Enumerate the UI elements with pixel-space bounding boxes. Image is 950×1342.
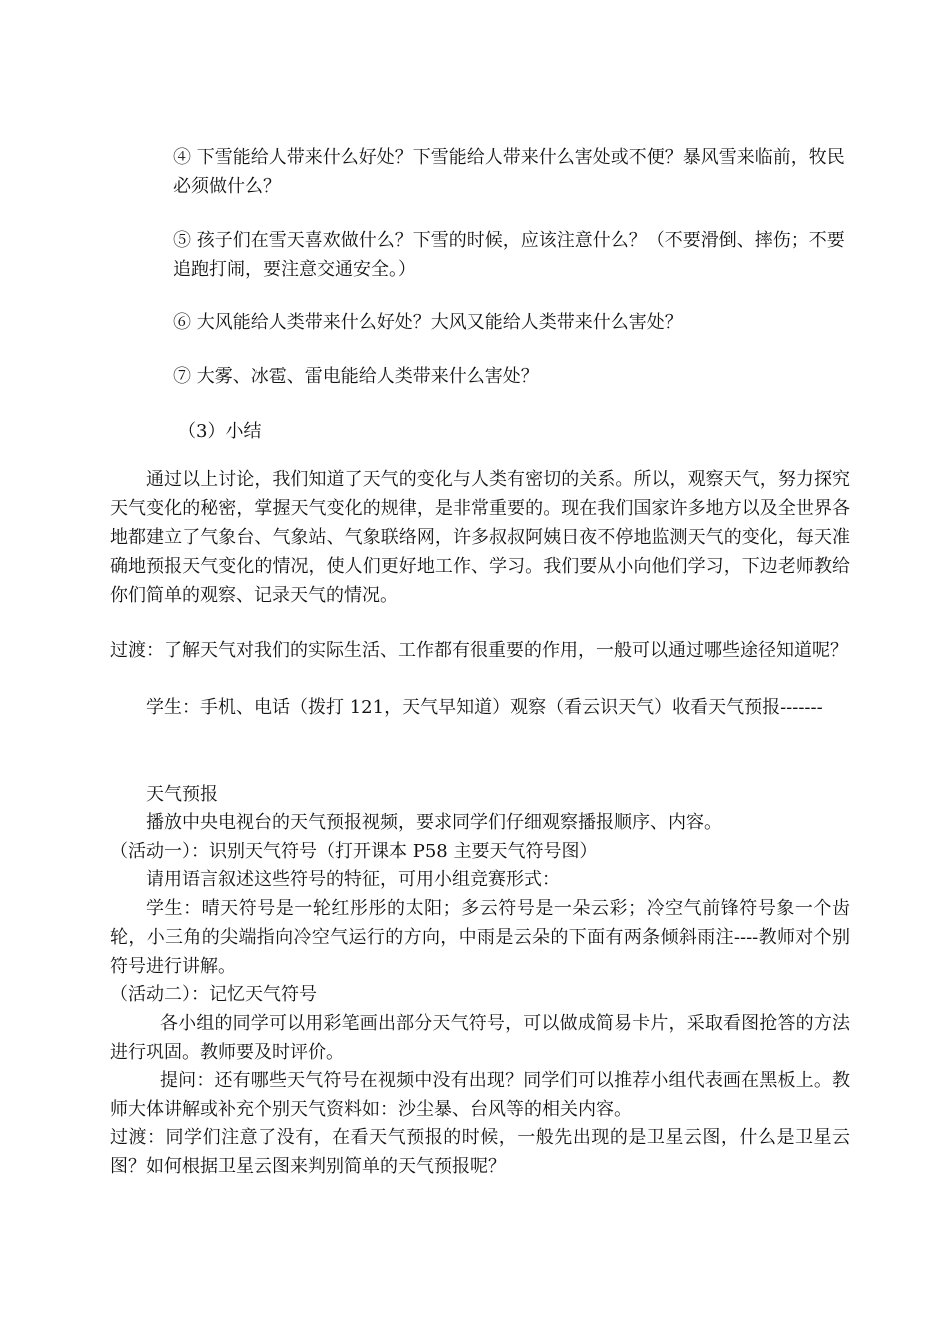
transition-paragraph-2: 过渡：同学们注意了没有，在看天气预报的时候，一般先出现的是卫星云图，什么是卫星云图？如何根据卫星云图来判别简单的天气预报呢？ xyxy=(110,1127,850,1177)
transition-paragraph-1: 过渡：了解天气对我们的实际生活、工作都有很重要的作用，一般可以通过哪些途径知道呢？ xyxy=(110,640,848,661)
describe-instruction: 请用语言叙述这些符号的特征，可用小组竞赛形式： xyxy=(146,869,560,890)
summary-paragraph: 通过以上讨论，我们知道了天气的变化与人类有密切的关系。所以，观察天气，努力探究天气变化的秘密，掌握天气变化的规律，是非常重要的。现在我们国家许多地方以及全世界各地都建立了气象台、气象站、气象联络网，许多叔叔阿姨日夜不停地监测天气的变化，每天准确地预报天气变化的情况，使人们更好地工作、学习。我们要从小向他们学习，下边老师教给你们简单的观察、记录天气的情况。 xyxy=(110,469,850,606)
forecast-heading: 天气预报 xyxy=(146,784,218,805)
student-answer-1: 学生：手机、电话（拨打 121，天气早知道）观察（看云识天气）收看天气预报------- xyxy=(146,697,823,718)
groups-paragraph: 各小组的同学可以用彩笔画出部分天气符号，可以做成简易卡片，采取看图抢答的方法进行巩固。教师要及时评价。 xyxy=(110,1013,850,1063)
activity-1-heading: （活动一）：识别天气符号（打开课本 P58 主要天气符号图） xyxy=(110,841,598,862)
activity-2-heading: （活动二）：记忆天气符号 xyxy=(110,984,317,1005)
question-7: ⑦ 大雾、冰雹、雷电能给人类带来什么害处？ xyxy=(173,366,539,387)
student-answer-2: 学生：晴天符号是一轮红彤彤的太阳；多云符号是一朵云彩；冷空气前锋符号象一个齿轮，小三角的尖端指向冷空气运行的方向，中雨是云朵的下面有两条倾斜雨注----教师对个别符号进行讲解。 xyxy=(110,898,850,977)
question-6: ⑥ 大风能给人类带来什么好处？大风又能给人类带来什么害处？ xyxy=(173,312,683,333)
question-4: ④ 下雪能给人带来什么好处？下雪能给人带来什么害处或不便？暴风雪来临前，牧民必须做什么？ xyxy=(173,147,845,197)
ask-paragraph: 提问：还有哪些天气符号在视频中没有出现？同学们可以推荐小组代表画在黑板上。教师大体讲解或补充个别天气资料如：沙尘暴、台风等的相关内容。 xyxy=(110,1070,850,1120)
forecast-play: 播放中央电视台的天气预报视频，要求同学们仔细观察播报顺序、内容。 xyxy=(146,812,722,833)
question-5: ⑤ 孩子们在雪天喜欢做什么？下雪的时候，应该注意什么？（不要滑倒、摔伤；不要追跑打闹，要注意交通安全。） xyxy=(173,230,845,280)
summary-heading: （3）小结 xyxy=(178,421,262,442)
